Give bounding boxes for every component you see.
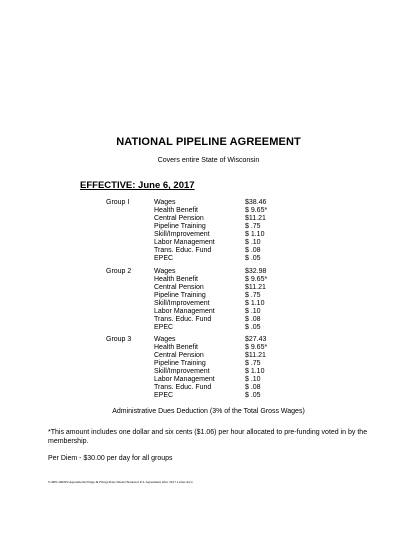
rate-value: $ .75 xyxy=(245,223,261,230)
rate-label: Health Benefit xyxy=(154,344,198,351)
rate-value: $ .05 xyxy=(245,392,261,399)
per-diem-note: Per Diem - $30.00 per day for all groups xyxy=(48,455,173,462)
rate-value: $ .75 xyxy=(245,292,261,299)
rate-label: Wages xyxy=(154,199,176,206)
document-title: NATIONAL PIPELINE AGREEMENT xyxy=(116,136,301,148)
file-path-footer: S:\RECORDS\Agreements\Wage & Fringe Rate Sheets\National P-L Agreement after 2017 Letter.docx xyxy=(48,480,193,484)
document-subtitle: Covers entire State of Wisconsin xyxy=(157,157,260,164)
rate-label: EPEC xyxy=(154,392,174,399)
rate-label: EPEC xyxy=(154,255,174,262)
group-label: Group 3 xyxy=(106,336,132,343)
health-benefit-footnote: *This amount includes one dollar and six cents ($1.06) per hour allocated to pre-funding voted in by the membership. xyxy=(48,429,368,445)
rate-value: $27.43 xyxy=(245,336,267,343)
group-label: Group 2 xyxy=(106,268,132,275)
rate-value: $11.21 xyxy=(245,352,266,359)
rate-value: $ .08 xyxy=(245,247,261,254)
rate-label: Skill/Improvement xyxy=(154,368,210,375)
rate-label: Trans. Educ. Fund xyxy=(154,316,212,323)
rate-label: Pipeline Training xyxy=(154,360,206,367)
rate-label: Health Benefit xyxy=(154,207,198,214)
rate-value: $ .05 xyxy=(245,255,261,262)
rate-label: Central Pension xyxy=(154,352,204,359)
rate-label: EPEC xyxy=(154,324,174,331)
rate-value: $ 9.65* xyxy=(245,344,268,351)
effective-date: EFFECTIVE: June 6, 2017 xyxy=(80,180,195,191)
rate-label: Labor Management xyxy=(154,239,215,246)
admin-dues-note: Administrative Dues Deduction (3% of the Total Gross Wages) xyxy=(112,408,305,415)
rate-value: $ 9.65* xyxy=(245,276,268,283)
rate-label: Skill/Improvement xyxy=(154,300,210,307)
rate-value: $ .05 xyxy=(245,324,261,331)
rate-label: Skill/Improvement xyxy=(154,231,210,238)
rate-label: Health Benefit xyxy=(154,276,198,283)
rate-value: $ 1.10 xyxy=(245,368,265,375)
rate-label: Central Pension xyxy=(154,215,204,222)
rate-label: Pipeline Training xyxy=(154,223,206,230)
rate-label: Wages xyxy=(154,336,176,343)
rate-label: Labor Management xyxy=(154,308,215,315)
rate-value: $32.98 xyxy=(245,268,267,275)
rate-label: Trans. Educ. Fund xyxy=(154,384,212,391)
rate-value: $ 1.10 xyxy=(245,231,265,238)
rate-value: $11.21 xyxy=(245,284,266,291)
rate-value: $ .10 xyxy=(245,376,261,383)
rate-value: $ 9.65* xyxy=(245,207,268,214)
rate-value: $ .08 xyxy=(245,384,261,391)
rate-value: $38.46 xyxy=(245,199,267,206)
rate-label: Central Pension xyxy=(154,284,204,291)
rate-value: $ 1.10 xyxy=(245,300,265,307)
group-label: Group I xyxy=(106,199,130,206)
rate-value: $ .10 xyxy=(245,239,261,246)
rate-value: $ .75 xyxy=(245,360,261,367)
rate-label: Pipeline Training xyxy=(154,292,206,299)
rate-value: $ .08 xyxy=(245,316,261,323)
rate-value: $11.21 xyxy=(245,215,266,222)
rate-label: Trans. Educ. Fund xyxy=(154,247,212,254)
rate-label: Labor Management xyxy=(154,376,215,383)
rate-label: Wages xyxy=(154,268,176,275)
rate-value: $ .10 xyxy=(245,308,261,315)
